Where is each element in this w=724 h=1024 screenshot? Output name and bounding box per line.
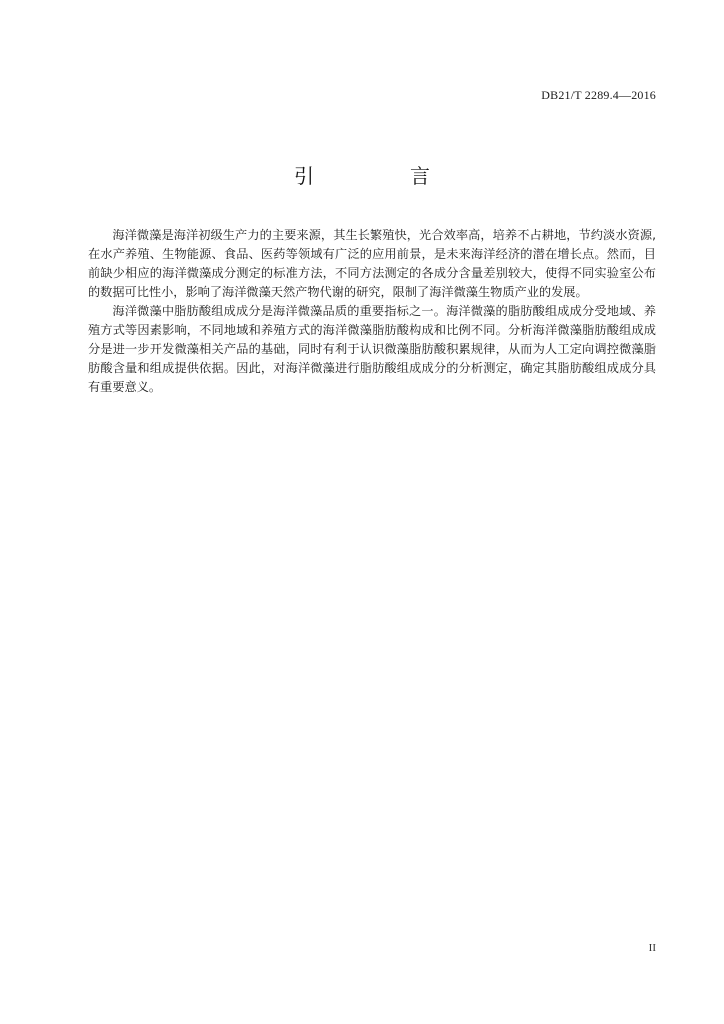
body-text [88, 226, 656, 397]
paragraph-1: 海洋微藻是海洋初级生产力的主要来源，其生长繁殖快，光合效率高，培养不占耕地，节约淡水资源,在水产养殖、生物能源、食品、医药等领域有广泛的应用前景，是未来海洋经济的潜在增长点。然而，目前缺少相应的海洋微藻成分测定的标准方法，不同方法测定的各成分含量差别较大，使得不同实验室公布的数据可比性小，影响了海洋微藻天然产物代谢的研究，限制了海洋微藻生物质产业的发展。 [88, 228, 656, 299]
document-code: DB21/T 2289.4—2016 [541, 88, 656, 102]
page-number: II [648, 942, 656, 954]
paragraph-2: 海洋微藻中脂肪酸组成成分是海洋微藻品质的重要指标之一。海洋微藻的脂肪酸组成成分受地域、养殖方式等因素影响，不同地域和养殖方式的海洋微藻脂肪酸构成和比例不同。分析海洋微藻脂肪酸组成成分是进一步开发微藻相关产品的基础，同时有利于认识微藻脂肪酸积累规律，从而为人工定向调控微藻脂肪酸含量和组成提供依据。因此，对海洋微藻进行脂肪酸组成成分的分析测定，确定其脂肪酸组成成分具有重要意义。 [88, 304, 656, 394]
section-title: 引 言 [294, 164, 468, 188]
